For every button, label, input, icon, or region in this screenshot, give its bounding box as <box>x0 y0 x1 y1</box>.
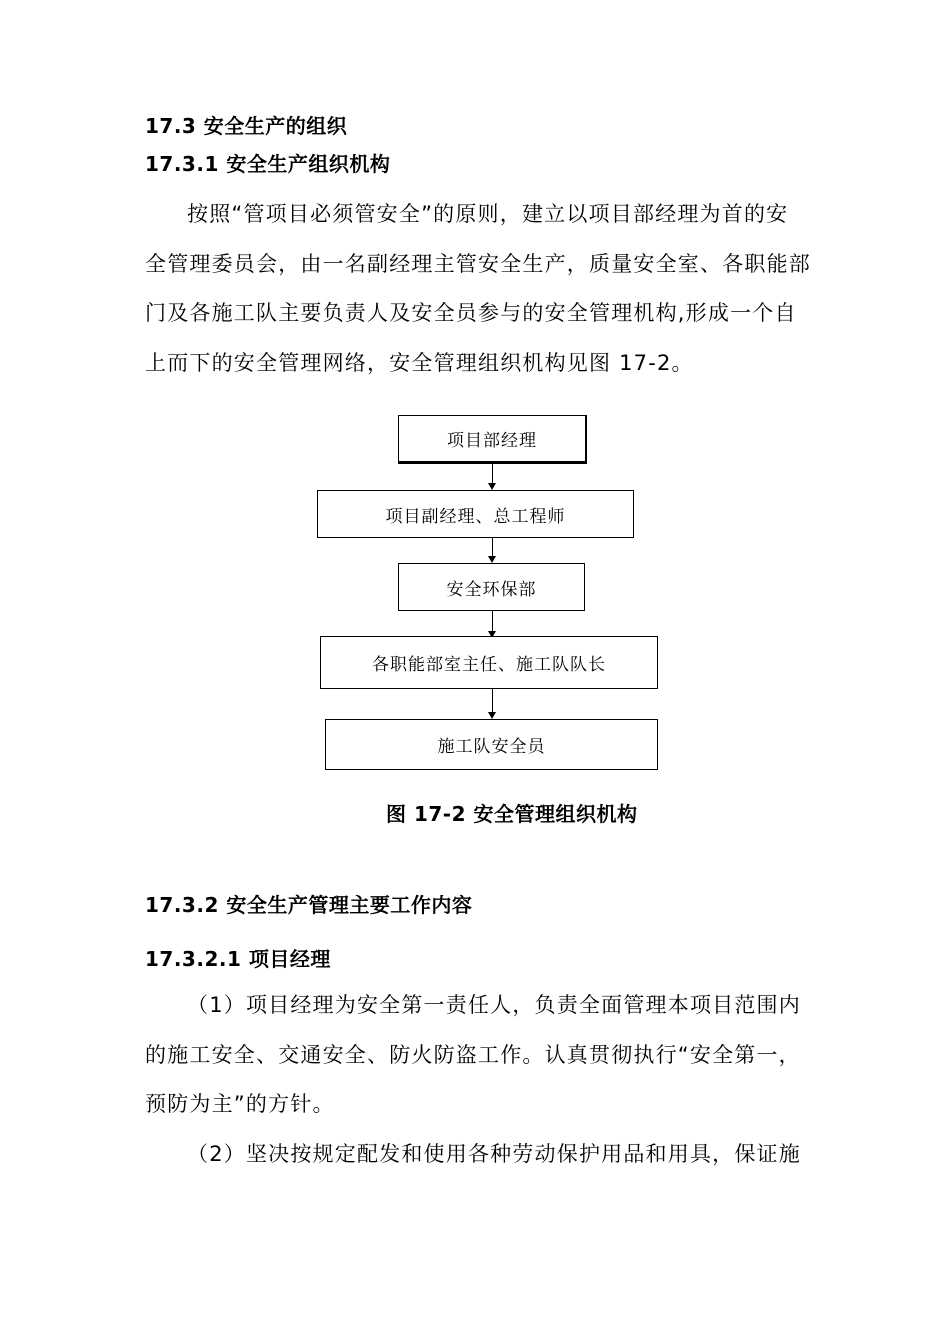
section-heading-17-3-1: 17.3.1 安全生产组织机构 <box>145 152 391 176</box>
item-2-paragraph <box>145 1130 825 1180</box>
org-connector <box>492 611 493 632</box>
org-connector <box>492 464 493 484</box>
org-connector <box>492 689 493 713</box>
paragraph-line: （2）坚决按规定配发和使用各种劳动保护用品和用具，保证施 <box>187 1142 801 1166</box>
intro-paragraph <box>145 190 825 388</box>
org-node-project-manager: 项目部经理 <box>398 415 587 464</box>
org-node-deputy-manager: 项目副经理、总工程师 <box>317 490 634 538</box>
paragraph-line: （1）项目经理为安全第一责任人，负责全面管理本项目范围内 <box>187 993 801 1017</box>
org-node-department-heads: 各职能部室主任、施工队队长 <box>320 636 658 689</box>
org-connector <box>492 538 493 557</box>
arrow-down-icon <box>488 483 496 490</box>
section-heading-17-3: 17.3 安全生产的组织 <box>145 114 348 138</box>
arrow-down-icon <box>488 712 496 719</box>
paragraph-line: 全管理委员会，由一名副经理主管安全生产，质量安全室、各职能部 <box>145 251 811 276</box>
paragraph-line: 预防为主”的方针。 <box>145 1092 335 1116</box>
paragraph-line: 的施工安全、交通安全、防火防盗工作。认真贯彻执行“安全第一， <box>145 1042 801 1067</box>
section-heading-17-3-2: 17.3.2 安全生产管理主要工作内容 <box>145 893 473 917</box>
item-1-paragraph <box>145 981 825 1130</box>
figure-caption: 图 17-2 安全管理组织机构 <box>386 802 638 826</box>
section-heading-17-3-2-1: 17.3.2.1 项目经理 <box>145 947 331 971</box>
paragraph-line: 按照“管项目必须管安全”的原则，建立以项目部经理为首的安 <box>187 202 789 226</box>
arrow-down-icon <box>488 556 496 563</box>
paragraph-line: 上而下的安全管理网络，安全管理组织机构见图 17-2。 <box>145 350 694 375</box>
paragraph-line: 门及各施工队主要负责人及安全员参与的安全管理机构,形成一个自 <box>145 301 797 325</box>
org-node-team-safety-officer: 施工队安全员 <box>325 719 658 770</box>
org-node-safety-dept: 安全环保部 <box>398 563 585 611</box>
